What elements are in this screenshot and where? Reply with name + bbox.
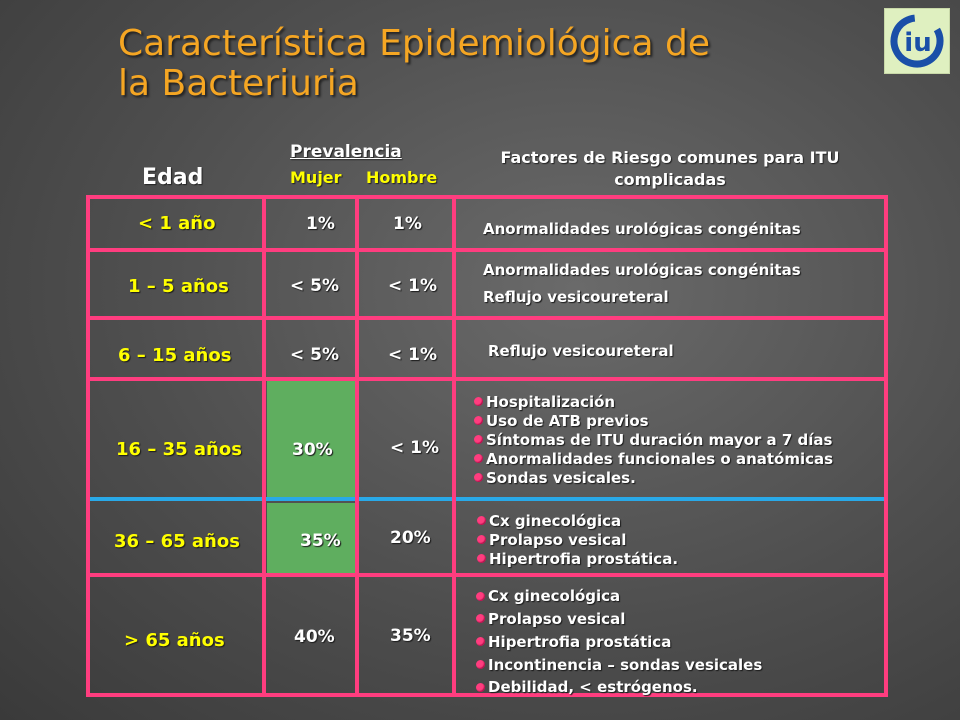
- hombre-cell: 35%: [390, 626, 431, 646]
- risk-factor: Incontinencia – sondas vesicales: [488, 655, 763, 674]
- hombre-cell: 20%: [390, 528, 431, 548]
- bullet-icon: [477, 516, 486, 525]
- age-cell: 6 – 15 años: [118, 345, 232, 366]
- mujer-cell: < 5%: [290, 276, 340, 296]
- bullet-icon: [474, 473, 483, 482]
- bullet-icon: [476, 637, 485, 646]
- logo: [884, 8, 950, 74]
- risk-factor: Hipertrofia prostática: [488, 632, 672, 651]
- header-edad: Edad: [142, 165, 204, 190]
- risk-factor: Síntomas de ITU duración mayor a 7 días: [486, 430, 833, 449]
- header-hombre: Hombre: [366, 168, 438, 187]
- list-item: [476, 585, 762, 607]
- list-item: [474, 411, 833, 430]
- risk-factor: Anormalidades urológicas congénitas: [483, 261, 801, 279]
- bullet-icon: [474, 454, 483, 463]
- list-item: [476, 653, 762, 676]
- header-prevalencia: Prevalencia: [290, 142, 402, 162]
- logo-text: iu: [904, 28, 932, 58]
- table-rule: [88, 377, 888, 381]
- table-rule: [88, 573, 888, 577]
- risk-factor: Reflujo vesicoureteral: [483, 288, 669, 306]
- list-item: [474, 468, 833, 487]
- list-item: [477, 530, 678, 549]
- age-cell: < 1 año: [138, 213, 216, 234]
- header-factores-line-2: complicadas: [614, 170, 726, 189]
- risk-factor: Anormalidades funcionales o anatómicas: [486, 449, 834, 468]
- hombre-cell: < 1%: [388, 345, 438, 365]
- age-cell: 36 – 65 años: [114, 531, 240, 552]
- risk-factor: Sondas vesicales.: [486, 468, 636, 487]
- risk-factor: Reflujo vesicoureteral: [488, 342, 674, 360]
- risk-factor: Anormalidades urológicas congénitas: [483, 220, 801, 238]
- header-factores: [470, 147, 870, 191]
- page-title: [118, 24, 818, 104]
- table-rule-vertical: [86, 195, 90, 697]
- list-item: [474, 449, 833, 468]
- list-item: [476, 607, 762, 630]
- table-rule: [88, 248, 888, 252]
- bullet-icon: [477, 554, 486, 563]
- risk-factor: Debilidad, < estrógenos.: [488, 678, 698, 696]
- header-factores-line-1: Factores de Riesgo comunes para ITU: [500, 148, 840, 167]
- risk-factor: Hipertrofia prostática.: [489, 549, 679, 568]
- hombre-cell: < 1%: [388, 276, 438, 296]
- risk-factor: Prolapso vesical: [489, 530, 627, 549]
- table-rule: [88, 316, 888, 320]
- mujer-cell: 30%: [292, 440, 333, 460]
- list-item: [477, 511, 678, 530]
- list-item: [477, 549, 678, 568]
- table-rule-vertical: [452, 195, 456, 697]
- risk-factor-list: [477, 511, 678, 568]
- mujer-cell: 35%: [300, 531, 341, 551]
- mujer-cell: 1%: [306, 214, 335, 234]
- risk-factor-list: [476, 585, 762, 698]
- logo-icon: [885, 9, 949, 73]
- table-rule-top: [88, 195, 888, 199]
- age-cell: 16 – 35 años: [116, 439, 242, 460]
- age-cell: > 65 años: [124, 630, 225, 651]
- table-rule-vertical: [262, 195, 266, 697]
- bullet-icon: [476, 614, 485, 623]
- bullet-icon: [476, 683, 485, 692]
- header-mujer: Mujer: [290, 168, 342, 187]
- mujer-cell: < 5%: [290, 345, 340, 365]
- age-cell: 1 – 5 años: [128, 276, 229, 297]
- list-item: [476, 630, 762, 653]
- risk-factor: Cx ginecológica: [489, 511, 622, 530]
- bullet-icon: [474, 435, 483, 444]
- table-rule-divider: [88, 497, 888, 501]
- risk-factor: Uso de ATB previos: [486, 411, 649, 430]
- title-line-2: la Bacteriuria: [118, 63, 359, 104]
- bullet-icon: [474, 416, 483, 425]
- hombre-cell: 1%: [393, 214, 422, 234]
- list-item: [474, 392, 833, 411]
- bullet-icon: [476, 660, 485, 669]
- risk-factor: Hospitalización: [486, 392, 616, 411]
- mujer-cell: 40%: [294, 627, 335, 647]
- bullet-icon: [476, 592, 485, 601]
- table-rule-vertical: [884, 195, 888, 697]
- list-item: [474, 430, 833, 449]
- risk-factor: Cx ginecológica: [488, 587, 621, 605]
- table-rule-vertical: [355, 195, 359, 697]
- risk-factor-list: [474, 392, 833, 487]
- bullet-icon: [474, 397, 483, 406]
- risk-factor: Prolapso vesical: [488, 609, 626, 628]
- hombre-cell: < 1%: [390, 438, 440, 458]
- list-item: [476, 676, 762, 698]
- bullet-icon: [477, 535, 486, 544]
- title-line-1: Característica Epidemiológica de: [118, 23, 710, 64]
